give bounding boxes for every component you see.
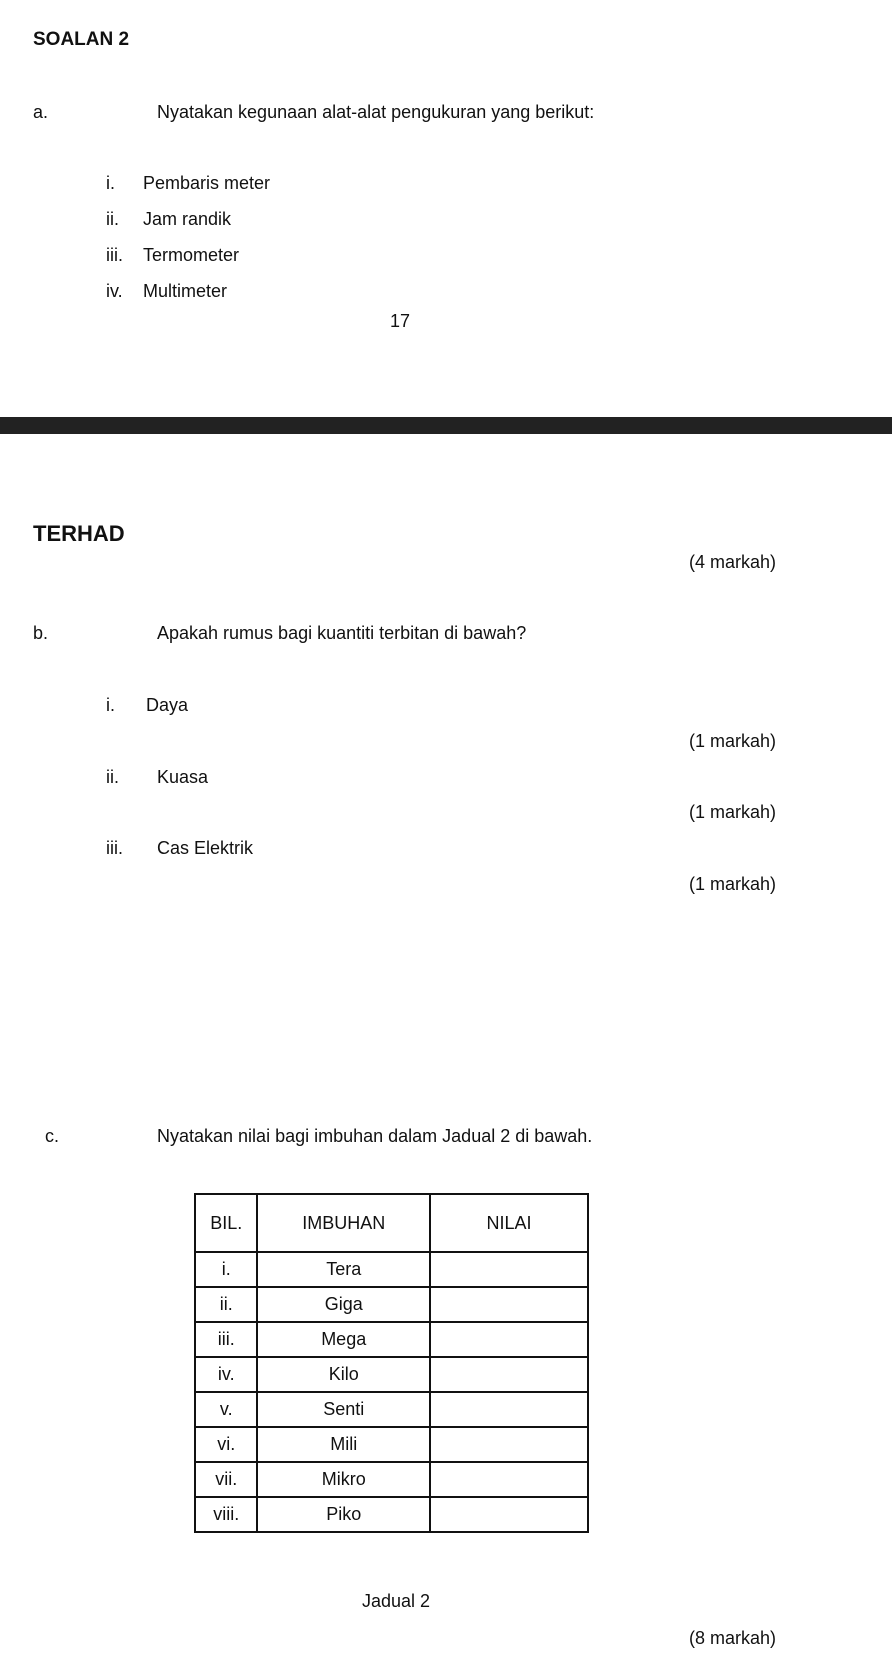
part-b-item-marks: (1 markah) xyxy=(688,874,776,894)
part-a-item-num: iii. xyxy=(106,245,123,265)
part-a-question: Nyatakan kegunaan alat-alat pengukuran yang berikut: xyxy=(157,102,595,122)
part-a-item-text: Pembaris meter xyxy=(143,173,271,193)
cell-imbuhan: Mega xyxy=(257,1322,429,1357)
header-imbuhan: IMBUHAN xyxy=(257,1194,429,1252)
cell-imbuhan: Mili xyxy=(257,1427,429,1462)
cell-bil: i. xyxy=(195,1252,257,1287)
part-a-item-num: ii. xyxy=(106,209,119,229)
cell-nilai xyxy=(430,1392,588,1427)
cell-nilai xyxy=(430,1252,588,1287)
terhad-header: TERHAD xyxy=(33,521,125,546)
jadual-2-table xyxy=(194,1193,589,1533)
part-c-marks: (8 markah) xyxy=(688,1628,776,1648)
table-row xyxy=(195,1392,588,1427)
cell-nilai xyxy=(430,1357,588,1392)
part-a-item-text: Jam randik xyxy=(143,209,232,229)
cell-imbuhan: Kilo xyxy=(257,1357,429,1392)
cell-bil: iv. xyxy=(195,1357,257,1392)
header-bil: BIL. xyxy=(195,1194,257,1252)
question-title: SOALAN 2 xyxy=(33,29,130,50)
cell-bil: vi. xyxy=(195,1427,257,1462)
cell-nilai xyxy=(430,1287,588,1322)
part-a-item-text: Termometer xyxy=(143,245,240,265)
cell-imbuhan: Mikro xyxy=(257,1462,429,1497)
part-a-item-num: i. xyxy=(106,173,115,193)
cell-nilai xyxy=(430,1427,588,1462)
cell-nilai xyxy=(430,1462,588,1497)
cell-bil: iii. xyxy=(195,1322,257,1357)
table-row xyxy=(195,1462,588,1497)
cell-nilai xyxy=(430,1322,588,1357)
table-row xyxy=(195,1427,588,1462)
cell-nilai xyxy=(430,1497,588,1532)
part-b-item-text: Daya xyxy=(146,695,189,715)
table-row xyxy=(195,1287,588,1322)
cell-imbuhan: Giga xyxy=(257,1287,429,1322)
table-row xyxy=(195,1322,588,1357)
part-a-label: a. xyxy=(33,102,49,122)
header-nilai: NILAI xyxy=(430,1194,588,1252)
part-b-item-text: Kuasa xyxy=(157,767,209,787)
cell-bil: vii. xyxy=(195,1462,257,1497)
part-b-item-num: i. xyxy=(106,695,115,715)
cell-bil: v. xyxy=(195,1392,257,1427)
part-b-item-text: Cas Elektrik xyxy=(157,838,254,858)
table-row xyxy=(195,1497,588,1532)
part-a-marks: (4 markah) xyxy=(688,552,776,572)
part-a-item-num: iv. xyxy=(106,281,123,301)
table-row xyxy=(195,1252,588,1287)
table-header-row xyxy=(195,1194,588,1252)
page-number: 17 xyxy=(390,311,411,331)
part-b-label: b. xyxy=(33,623,49,643)
cell-imbuhan: Tera xyxy=(257,1252,429,1287)
cell-bil: ii. xyxy=(195,1287,257,1322)
cell-imbuhan: Senti xyxy=(257,1392,429,1427)
part-b-item-num: iii. xyxy=(106,838,123,858)
cell-bil: viii. xyxy=(195,1497,257,1532)
cell-imbuhan: Piko xyxy=(257,1497,429,1532)
part-b-question: Apakah rumus bagi kuantiti terbitan di bawah? xyxy=(157,623,527,643)
page-break-bar xyxy=(0,417,892,434)
part-b-item-marks: (1 markah) xyxy=(688,802,776,822)
part-c-question: Nyatakan nilai bagi imbuhan dalam Jadual 2 di bawah. xyxy=(157,1126,593,1146)
table-row xyxy=(195,1357,588,1392)
part-c-label: c. xyxy=(45,1126,60,1146)
part-b-item-marks: (1 markah) xyxy=(688,731,776,751)
table-caption: Jadual 2 xyxy=(362,1591,431,1611)
part-a-item-text: Multimeter xyxy=(143,281,228,301)
part-b-item-num: ii. xyxy=(106,767,119,787)
